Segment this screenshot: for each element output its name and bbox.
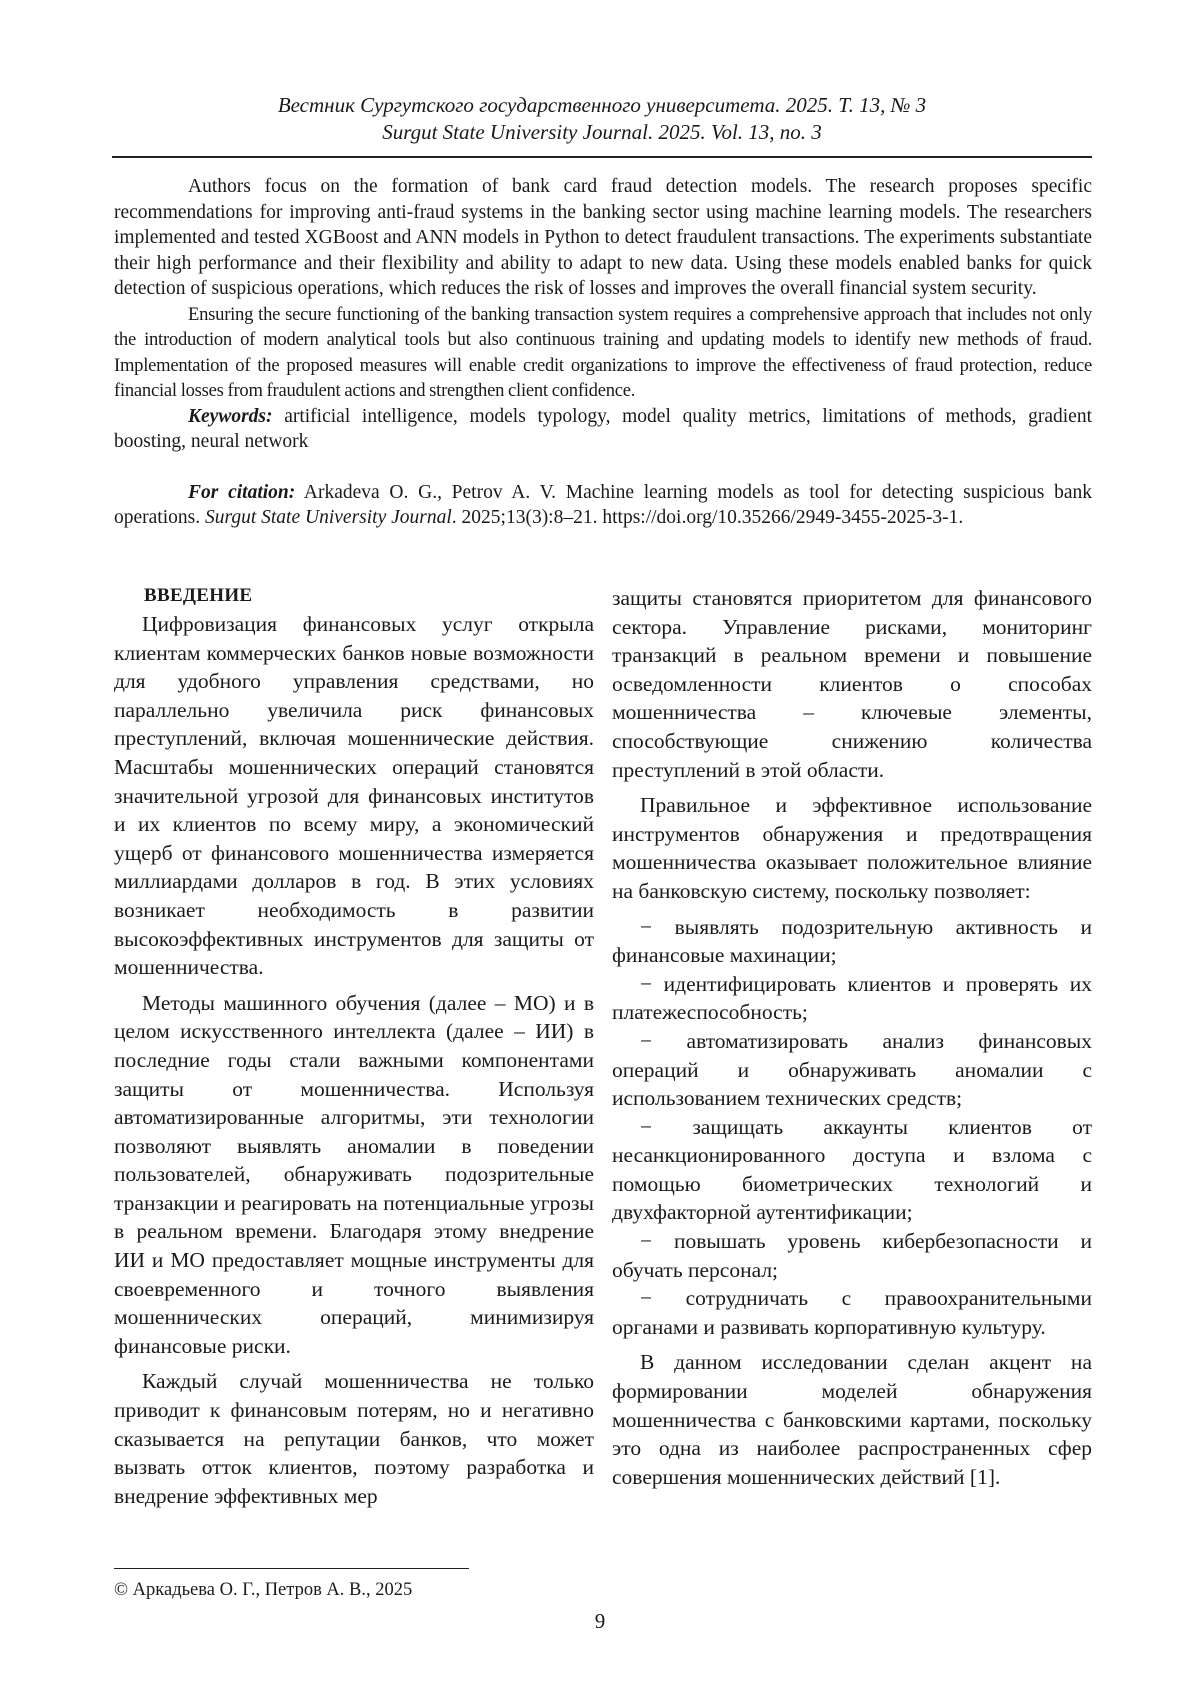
list-item: − выявлять подозрительную активность и финансовые махинации; [612,914,1092,968]
left-column [114,584,594,1517]
header-divider [112,156,1092,158]
keywords-text: artificial intelligence, models typology, model quality metrics, limitations of methods, gradient boosting, neural network [114,405,1092,452]
header-line-russian: Вестник Сургутского государственного университета. 2025. Т. 13, № 3 [277,93,927,117]
right-column [612,584,1092,1498]
keywords-label: Keywords: [188,405,273,427]
body-paragraph: Цифровизация финансовых услуг открыла клиентам коммерческих банков новые возможности для удобного управления средствами, но параллельно увеличила риск финансовых преступлений, включая мошеннические действия. Масштабы мошеннических операций становятся значительной угрозой для финансовых институтов и их клиентов по всему миру, а экономический ущерб от финансового мошенничества измеряется миллиардами долларов в год. В этих условиях возникает необходимость в развитии высокоэффективных инструментов для защиты от мошенничества. [114,612,594,980]
section-title: ВВЕДЕНИЕ [144,585,253,606]
body-paragraph: Каждый случай мошенничества не только приводит к финансовым потерям, но и негативно сказывается на репутации банков, что может вызвать отток клиентов, поэтому разработка и внедрение эффективных мер [114,1369,594,1508]
list-item: − защищать аккаунты клиентов от несанкционированного доступа и взлома с помощью биометрических технологий и двухфакторной аутентификации; [612,1114,1092,1225]
citation-label: For citation: [188,481,296,503]
citation-details: . 2025;13(3):8–21. https://doi.org/10.35266/2949-3455-2025-3-1. [451,507,964,528]
body-paragraph: Правильное и эффективное использование инструментов обнаружения и предотвращения мошенничества оказывает положительное влияние на банковскую систему, поскольку позволяет: [612,793,1092,903]
citation [114,480,1092,531]
header-line-english: Surgut State University Journal. 2025. Vol. 13, no. 3 [382,120,822,144]
footnote-divider [114,1568,469,1569]
body-paragraph: Методы машинного обучения (далее – МО) и в целом искусственного интеллекта (далее – ИИ) в последние годы стали важными компонентами защиты от мошенничества. Используя автоматизированные алгоритмы, эти технологии позволяют выявлять аномалии в поведении пользователей, обнаруживать подозрительные транзакции и реагировать на потенциальные угрозы в реальном времени. Благодаря этому внедрение ИИ и МО предоставляет мощные инструменты для своевременного и точного выявления мошеннических операций, минимизируя финансовые риски. [114,990,594,1358]
abstract [114,174,1092,531]
keywords [114,404,1092,455]
body-paragraph: защиты становятся приоритетом для финансового сектора. Управление рисками, мониторинг транзакций в реальном времени и повышение осведомленности клиентов о способах мошенничества – ключевые элементы, способствующие снижению количества преступлений в этой области. [612,586,1092,782]
body-paragraph: В данном исследовании сделан акцент на формировании моделей обнаружения мошенничества с банковскими картами, поскольку это одна из наиболее распространенных сфер совершения мошеннических действий [1]. [612,1350,1092,1489]
list-item: − автоматизировать анализ финансовых операций и обнаруживать аномалии с использованием технических средств; [612,1028,1092,1111]
abstract-paragraph-1: Authors focus on the formation of bank card fraud detection models. The research proposes specific recommendations for improving anti-fraud systems in the banking sector using machine learning models. The researchers implemented and tested XGBoost and ANN models in Python to detect fraudulent transactions. The experiments substantiate their high performance and their flexibility and ability to adapt to new data. Using these models enabled banks for quick detection of suspicious operations, which reduces the risk of losses and improves the overall financial system security. [114,176,1092,299]
page-number: 9 [594,1609,606,1633]
citation-journal: Surgut State University Journal [204,507,452,528]
list-item: − сотрудничать с правоохранительными органами и развивать корпоративную культуру. [612,1286,1092,1339]
list-item: − повышать уровень кибербезопасности и обучать персонал; [612,1229,1092,1282]
citation-authors-title: Arkadeva O. G., Petrov A. V. Machine learning models as tool for detecting suspicious bank operations. [114,481,1092,528]
list-item: − идентифицировать клиентов и проверять их платежеспособность; [612,971,1092,1025]
running-header [112,92,1092,146]
abstract-paragraph-2: Ensuring the secure functioning of the banking transaction system requires a comprehensive approach that includes not only the introduction of modern analytical tools but also continuous training and updating models to identify new methods of fraud. Implementation of the proposed measures will enable credit organizations to improve the effectiveness of fraud protection, reduce financial losses from fraudulent actions and strengthen client confidence. [114,303,1092,401]
copyright-footnote: © Аркадьева О. Г., Петров А. В., 2025 [114,1580,413,1600]
